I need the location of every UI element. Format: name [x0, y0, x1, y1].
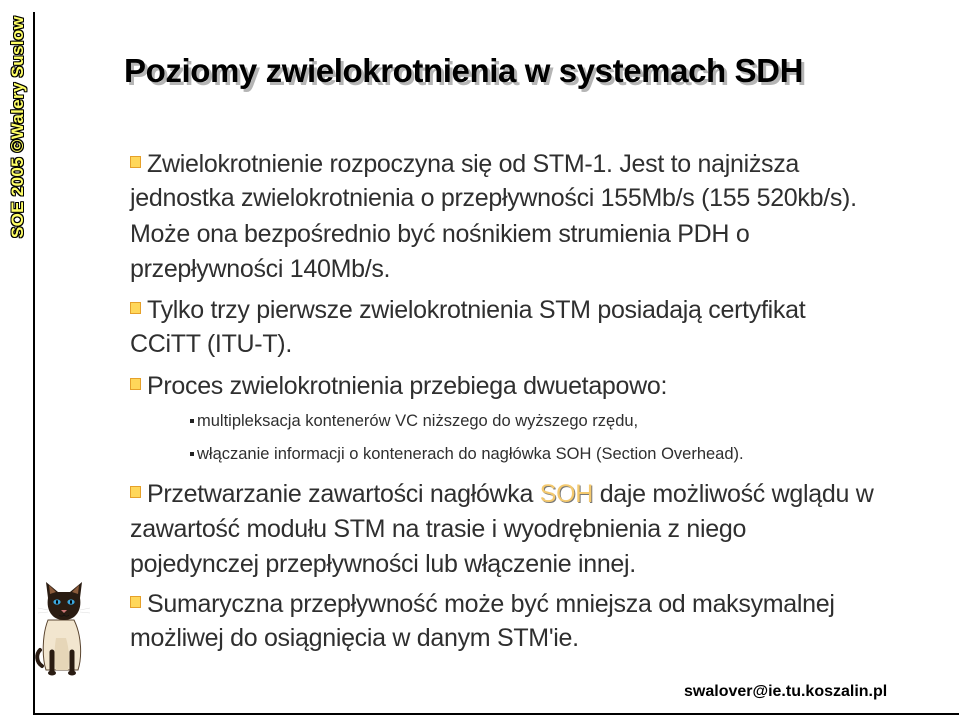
bullet-item — [130, 372, 667, 401]
square-bullet-icon — [130, 302, 141, 314]
bullet-continuation: możliwej do osiągnięcia w danym STM'ie. — [130, 624, 579, 652]
footer-email: swalover@ie.tu.koszalin.pl — [684, 683, 888, 700]
sub-bullet-item — [190, 412, 638, 431]
soh-highlight: SOH — [539, 480, 594, 508]
square-bullet-icon — [130, 596, 141, 608]
bullet-continuation: pojedynczej przepływności lub włączenie innej. — [130, 550, 636, 578]
bullet-item — [130, 296, 805, 325]
square-bullet-icon — [130, 378, 141, 390]
bullet-item — [130, 150, 799, 179]
sub-bullet-icon — [190, 452, 194, 456]
slide-title: Poziomy zwielokrotnienia w systemach SDH — [124, 52, 804, 89]
bullet-text: Przetwarzanie zawartości nagłówka — [147, 480, 540, 508]
side-label-text: SOE 2005 ©Walery Suslow — [8, 16, 27, 238]
sub-bullet-icon — [190, 419, 194, 423]
square-bullet-icon — [130, 156, 141, 168]
square-bullet-icon — [130, 486, 141, 498]
bullet-text: Zwielokrotnienie rozpoczyna się od STM-1. Jest to najniższa — [147, 150, 800, 178]
bullet-continuation: Może ona bezpośrednio być nośnikiem strumienia PDH o — [130, 220, 750, 248]
bullet-continuation: jednostka zwielokrotnienia o przepływności 155Mb/s (155 520kb/s). — [130, 184, 857, 212]
bullet-text: daje możliwość wglądu w — [593, 480, 874, 508]
siamese-cat-icon — [34, 580, 94, 678]
bullet-item — [130, 480, 873, 509]
bullet-continuation: zawartość modułu STM na trasie i wyodrębnienia z niego — [130, 515, 747, 543]
bottom-rule — [33, 713, 959, 715]
sub-bullet-text: multipleksacja kontenerów VC niższego do wyższego rzędu, — [197, 412, 639, 430]
bullet-text: Proces zwielokrotnienia przebiega dwuetapowo: — [147, 372, 668, 400]
bullet-continuation: przepływności 140Mb/s. — [130, 255, 391, 283]
bullet-text: Sumaryczna przepływność może być mniejsza od maksymalnej — [147, 590, 835, 618]
bullet-item — [130, 590, 835, 619]
sub-bullet-item — [190, 445, 744, 464]
bullet-continuation: CCiTT (ITU-T). — [130, 330, 292, 358]
sub-bullet-text: włączanie informacji o kontenerach do nagłówka SOH (Section Overhead). — [197, 445, 744, 463]
bullet-text: Tylko trzy pierwsze zwielokrotnienia STM posiadają certyfikat — [147, 296, 806, 324]
